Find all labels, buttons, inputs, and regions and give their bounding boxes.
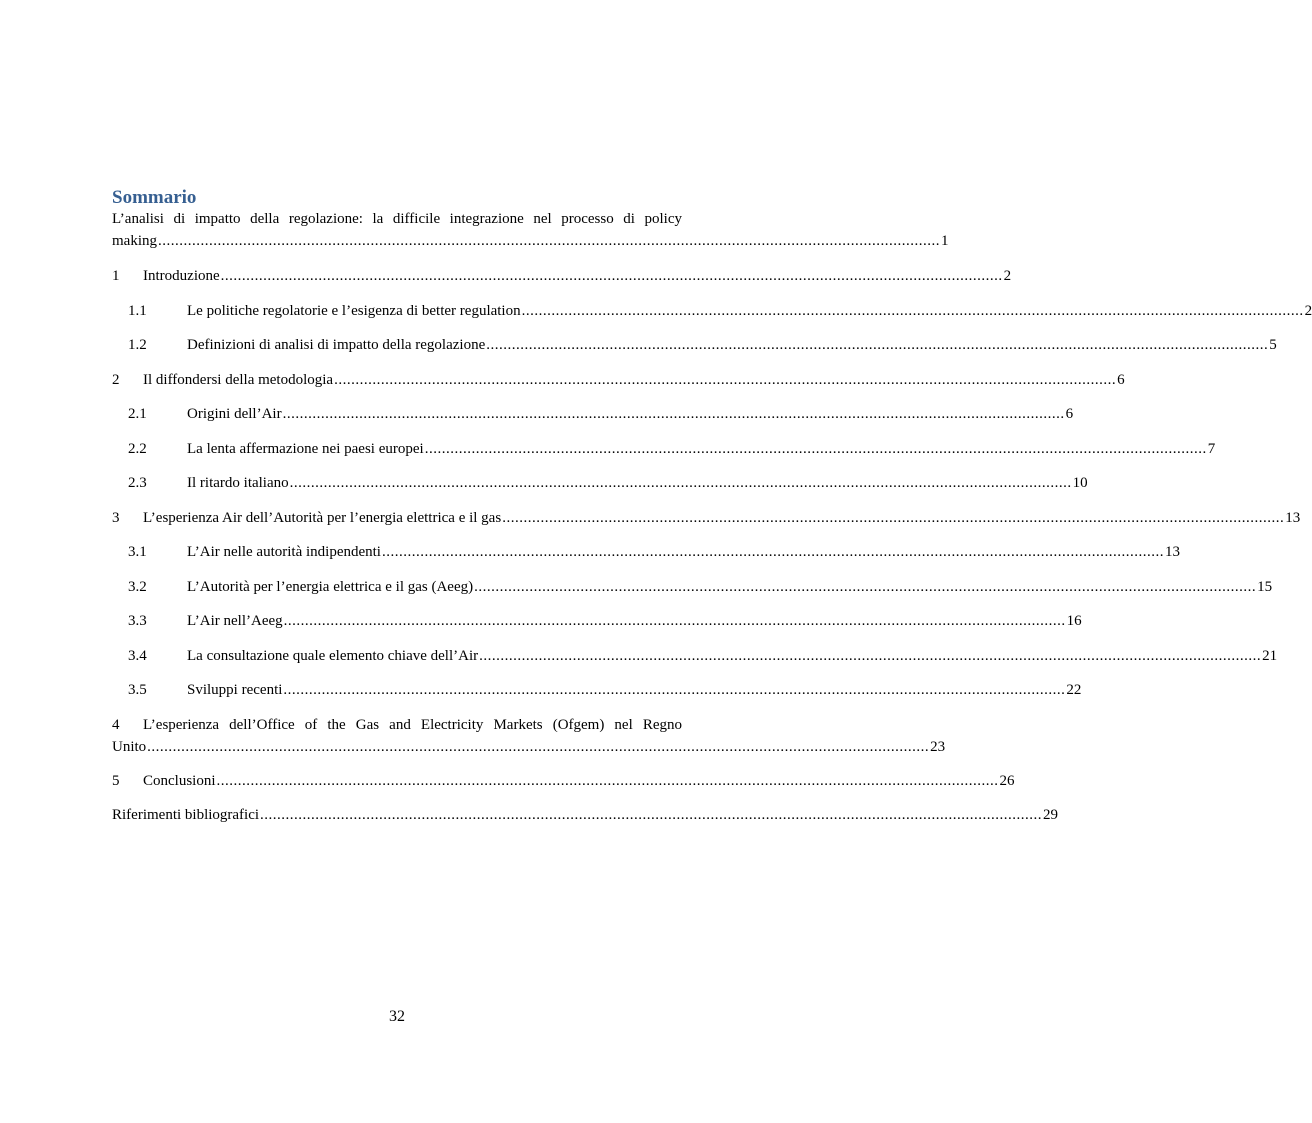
toc-leader-dots: ........................................................................................................................................................................................ xyxy=(158,233,940,249)
toc-entry-2-1[interactable] xyxy=(112,403,1074,425)
toc-leader-dots: ........................................................................................................................................................................................ xyxy=(474,579,1257,595)
toc-entry-text: Sviluppi recenti xyxy=(187,682,283,698)
toc-entry-text: L’Autorità per l’energia elettrica e il gas (Aeeg) xyxy=(187,579,474,595)
page-number: 32 xyxy=(389,1008,405,1025)
toc-entry-number: 4 xyxy=(112,717,120,733)
toc-entry-text: Definizioni di analisi di impatto della regolazione xyxy=(187,337,486,353)
toc-leader-dots: ........................................................................................................................................................................................ xyxy=(381,544,1164,560)
toc-leader-dots: ........................................................................................................................................................................................ xyxy=(521,303,1304,319)
toc-entry-number: 3 xyxy=(112,510,120,526)
toc-entry-page: 10 xyxy=(1072,475,1088,491)
toc-entry-number: 3.1 xyxy=(128,544,147,560)
toc-entry-page: 22 xyxy=(1066,682,1082,698)
toc-entry-3-3[interactable] xyxy=(112,610,1082,632)
toc-title: Sommario xyxy=(112,187,197,208)
toc-entry-number: 1.2 xyxy=(128,337,147,353)
toc-entry-number: 3.5 xyxy=(128,682,147,698)
toc-entry-number: 2 xyxy=(112,372,120,388)
toc-entry-1[interactable] xyxy=(112,265,1012,287)
toc-leader-dots: ........................................................................................................................................................................................ xyxy=(147,739,930,755)
toc-entry-text: Il ritardo italiano xyxy=(187,475,289,491)
toc-leader-dots: ........................................................................................................................................................................................ xyxy=(283,613,1066,629)
toc-entry-number: 2.1 xyxy=(128,406,147,422)
toc-leader-dots: ........................................................................................................................................................................................ xyxy=(334,372,1117,388)
toc-entry-text: Introduzione xyxy=(143,268,220,284)
toc-entry-text: making xyxy=(112,233,157,249)
toc-entry-number: 3.3 xyxy=(128,613,147,629)
toc-entry-line1: L’esperienza dell’Office of the Gas and Electricity Markets (Ofgem) nel Regno xyxy=(143,717,682,733)
toc-entry-page: 23 xyxy=(930,739,946,755)
toc-entry-main-title[interactable] xyxy=(112,208,949,252)
toc-entry-page: 26 xyxy=(999,773,1015,789)
toc-entry-5[interactable] xyxy=(112,770,1015,792)
toc-entry-page: 6 xyxy=(1065,406,1074,422)
toc-entry-2[interactable] xyxy=(112,369,1125,391)
toc-entry-references[interactable] xyxy=(112,804,1059,826)
toc-entry-4[interactable] xyxy=(112,714,946,758)
toc-entry-page: 2 xyxy=(1003,268,1012,284)
toc-entry-text: La consultazione quale elemento chiave dell’Air xyxy=(187,648,479,664)
toc-entry-3-5[interactable] xyxy=(112,679,1082,701)
toc-entry-text: Unito xyxy=(112,739,147,755)
toc-leader-dots: ........................................................................................................................................................................................ xyxy=(289,475,1072,491)
toc-leader-dots: ........................................................................................................................................................................................ xyxy=(424,441,1207,457)
toc-entry-page: 15 xyxy=(1257,579,1273,595)
toc-entry-page: 2 xyxy=(1304,303,1312,319)
toc-leader-dots: ........................................................................................................................................................................................ xyxy=(282,406,1065,422)
toc-entry-number: 2.3 xyxy=(128,475,147,491)
toc-entry-text: L’Air nell’Aeeg xyxy=(187,613,283,629)
toc-entry-3-4[interactable] xyxy=(112,645,1278,667)
toc-entry-text: Riferimenti bibliografici xyxy=(112,807,260,823)
toc-leader-dots: ........................................................................................................................................................................................ xyxy=(260,807,1043,823)
toc-entry-3[interactable] xyxy=(112,507,1301,529)
toc-entry-text: Origini dell’Air xyxy=(187,406,282,422)
toc-entry-page: 5 xyxy=(1269,337,1277,353)
toc-leader-dots: ........................................................................................................................................................................................ xyxy=(486,337,1269,353)
toc-entry-2-2[interactable] xyxy=(112,438,1216,460)
toc-leader-dots: ........................................................................................................................................................................................ xyxy=(479,648,1262,664)
toc-entry-2-3[interactable] xyxy=(112,472,1088,494)
toc-entry-number: 1.1 xyxy=(128,303,147,319)
toc-leader-dots: ........................................................................................................................................................................................ xyxy=(283,682,1066,698)
toc-entry-line1: L’analisi di impatto della regolazione: la difficile integrazione nel processo di policy xyxy=(112,211,682,227)
toc-entry-3-1[interactable] xyxy=(112,541,1180,563)
toc-entry-page: 7 xyxy=(1207,441,1216,457)
toc-leader-dots: ........................................................................................................................................................................................ xyxy=(220,268,1003,284)
toc-entry-number: 5 xyxy=(112,773,120,789)
toc-entry-number: 3.4 xyxy=(128,648,147,664)
toc-entry-page: 29 xyxy=(1043,807,1059,823)
toc-entry-number: 3.2 xyxy=(128,579,147,595)
toc-leader-dots: ........................................................................................................................................................................................ xyxy=(216,773,999,789)
toc-entry-text: Le politiche regolatorie e l’esigenza di better regulation xyxy=(187,303,521,319)
toc-entry-text: Il diffondersi della metodologia xyxy=(143,372,334,388)
toc-entry-text: La lenta affermazione nei paesi europei xyxy=(187,441,424,457)
toc-entry-page: 13 xyxy=(1285,510,1301,526)
toc-entry-1-2[interactable] xyxy=(112,334,1277,356)
toc-entry-1-1[interactable] xyxy=(112,300,1312,322)
toc-entry-number: 2.2 xyxy=(128,441,147,457)
toc-entry-text: L’esperienza Air dell’Autorità per l’energia elettrica e il gas xyxy=(143,510,502,526)
toc-entry-number: 1 xyxy=(112,268,120,284)
toc-leader-dots: ........................................................................................................................................................................................ xyxy=(502,510,1285,526)
toc-entry-text: Conclusioni xyxy=(143,773,216,789)
toc-entry-text: L’Air nelle autorità indipendenti xyxy=(187,544,381,560)
toc-entry-page: 1 xyxy=(941,233,949,249)
toc-entry-3-2[interactable] xyxy=(112,576,1273,598)
toc-entry-page: 13 xyxy=(1164,544,1180,560)
toc-entry-page: 16 xyxy=(1066,613,1082,629)
toc-entry-page: 6 xyxy=(1117,372,1125,388)
toc-entry-page: 21 xyxy=(1262,648,1278,664)
